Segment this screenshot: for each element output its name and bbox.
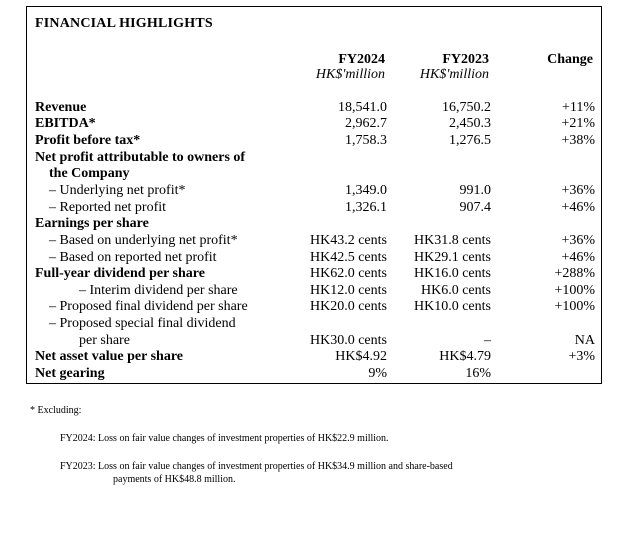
table-row bbox=[27, 316, 603, 332]
row-value-fy2024: 2,962.7 bbox=[345, 116, 387, 131]
row-label: the Company bbox=[49, 166, 130, 181]
row-value-change: +3% bbox=[568, 349, 595, 364]
row-label: EBITDA* bbox=[35, 116, 96, 131]
row-value-fy2023: 16% bbox=[465, 366, 491, 381]
fy2023-unit: HK$'million bbox=[419, 67, 489, 82]
fy2023-year: FY2023 bbox=[442, 52, 489, 67]
table-row bbox=[27, 216, 603, 232]
row-label: – Based on reported net profit bbox=[49, 250, 217, 265]
table-title: FINANCIAL HIGHLIGHTS bbox=[35, 16, 213, 31]
row-value-fy2024: 1,349.0 bbox=[345, 183, 387, 198]
column-header-change bbox=[547, 52, 593, 67]
footnote-fy2023-line1: FY2023: Loss on fair value changes of investment properties of HK$34.9 million and share-based bbox=[60, 461, 453, 472]
fy2024-unit: HK$'million bbox=[315, 67, 385, 82]
row-value-fy2024: HK62.0 cents bbox=[310, 266, 387, 281]
row-label: – Reported net profit bbox=[49, 200, 167, 215]
row-label: Net gearing bbox=[35, 366, 105, 381]
row-value-change: +38% bbox=[561, 133, 595, 148]
row-value-fy2024: HK20.0 cents bbox=[310, 299, 387, 314]
row-value-fy2023: HK10.0 cents bbox=[414, 299, 491, 314]
row-value-fy2023: 907.4 bbox=[459, 200, 491, 215]
footnote-fy2024: FY2024: Loss on fair value changes of investment properties of HK$22.9 million. bbox=[60, 433, 389, 444]
financial-highlights-box bbox=[26, 6, 602, 384]
column-header-fy2023 bbox=[420, 52, 489, 82]
table-row bbox=[27, 283, 603, 299]
row-value-fy2023: 1,276.5 bbox=[449, 133, 491, 148]
table-row bbox=[27, 166, 603, 182]
row-value-fy2023: 2,450.3 bbox=[449, 116, 491, 131]
table-row bbox=[27, 200, 603, 216]
row-value-fy2023: – bbox=[484, 333, 491, 348]
row-label: per share bbox=[79, 333, 130, 348]
table-row bbox=[27, 100, 603, 116]
row-label: – Based on underlying net profit* bbox=[49, 233, 238, 248]
column-header-fy2024 bbox=[316, 52, 385, 82]
row-value-fy2024: HK12.0 cents bbox=[310, 283, 387, 298]
fy2024-year: FY2024 bbox=[338, 52, 385, 67]
table-row bbox=[27, 366, 603, 382]
row-value-fy2023: HK6.0 cents bbox=[421, 283, 491, 298]
row-value-change: +100% bbox=[554, 283, 595, 298]
row-label: – Underlying net profit* bbox=[49, 183, 186, 198]
table-row bbox=[27, 266, 603, 282]
row-value-fy2023: 991.0 bbox=[459, 183, 491, 198]
row-label: Net profit attributable to owners of bbox=[35, 150, 246, 165]
row-value-change: +46% bbox=[561, 200, 595, 215]
table-row bbox=[27, 233, 603, 249]
row-value-change: NA bbox=[574, 333, 595, 348]
row-label: Profit before tax* bbox=[35, 133, 141, 148]
row-value-change: +21% bbox=[561, 116, 595, 131]
table-row bbox=[27, 299, 603, 315]
table-row bbox=[27, 150, 603, 166]
footnote-fy2023-line2: payments of HK$48.8 million. bbox=[113, 474, 236, 485]
row-value-fy2024: HK30.0 cents bbox=[310, 333, 387, 348]
row-value-change: +11% bbox=[561, 100, 595, 115]
row-label: – Interim dividend per share bbox=[79, 283, 238, 298]
row-value-fy2024: 9% bbox=[368, 366, 387, 381]
row-value-change: +100% bbox=[554, 299, 595, 314]
table-row bbox=[27, 333, 603, 349]
row-value-fy2024: HK$4.92 bbox=[335, 349, 387, 364]
row-label: Earnings per share bbox=[35, 216, 149, 231]
change-header: Change bbox=[547, 52, 593, 67]
row-value-fy2024: 1,326.1 bbox=[345, 200, 387, 215]
row-label: Full-year dividend per share bbox=[35, 266, 205, 281]
row-label: Revenue bbox=[35, 100, 87, 115]
table-row bbox=[27, 133, 603, 149]
row-value-change: +46% bbox=[561, 250, 595, 265]
table-row bbox=[27, 183, 603, 199]
table-row bbox=[27, 250, 603, 266]
row-value-fy2024: HK43.2 cents bbox=[310, 233, 387, 248]
row-value-change: +288% bbox=[554, 266, 595, 281]
row-value-fy2023: HK29.1 cents bbox=[414, 250, 491, 265]
footnote-heading: * Excluding: bbox=[30, 405, 82, 416]
row-value-fy2023: HK16.0 cents bbox=[414, 266, 491, 281]
row-value-fy2024: 18,541.0 bbox=[338, 100, 387, 115]
row-value-fy2023: 16,750.2 bbox=[442, 100, 491, 115]
row-value-fy2023: HK$4.79 bbox=[439, 349, 491, 364]
table-row bbox=[27, 349, 603, 365]
row-value-fy2024: 1,758.3 bbox=[345, 133, 387, 148]
row-value-fy2024: HK42.5 cents bbox=[310, 250, 387, 265]
row-value-fy2023: HK31.8 cents bbox=[414, 233, 491, 248]
row-label: – Proposed final dividend per share bbox=[49, 299, 248, 314]
table-row bbox=[27, 116, 603, 132]
row-label: Net asset value per share bbox=[35, 349, 184, 364]
row-label: – Proposed special final dividend bbox=[49, 316, 236, 331]
row-value-change: +36% bbox=[561, 183, 595, 198]
row-value-change: +36% bbox=[561, 233, 595, 248]
